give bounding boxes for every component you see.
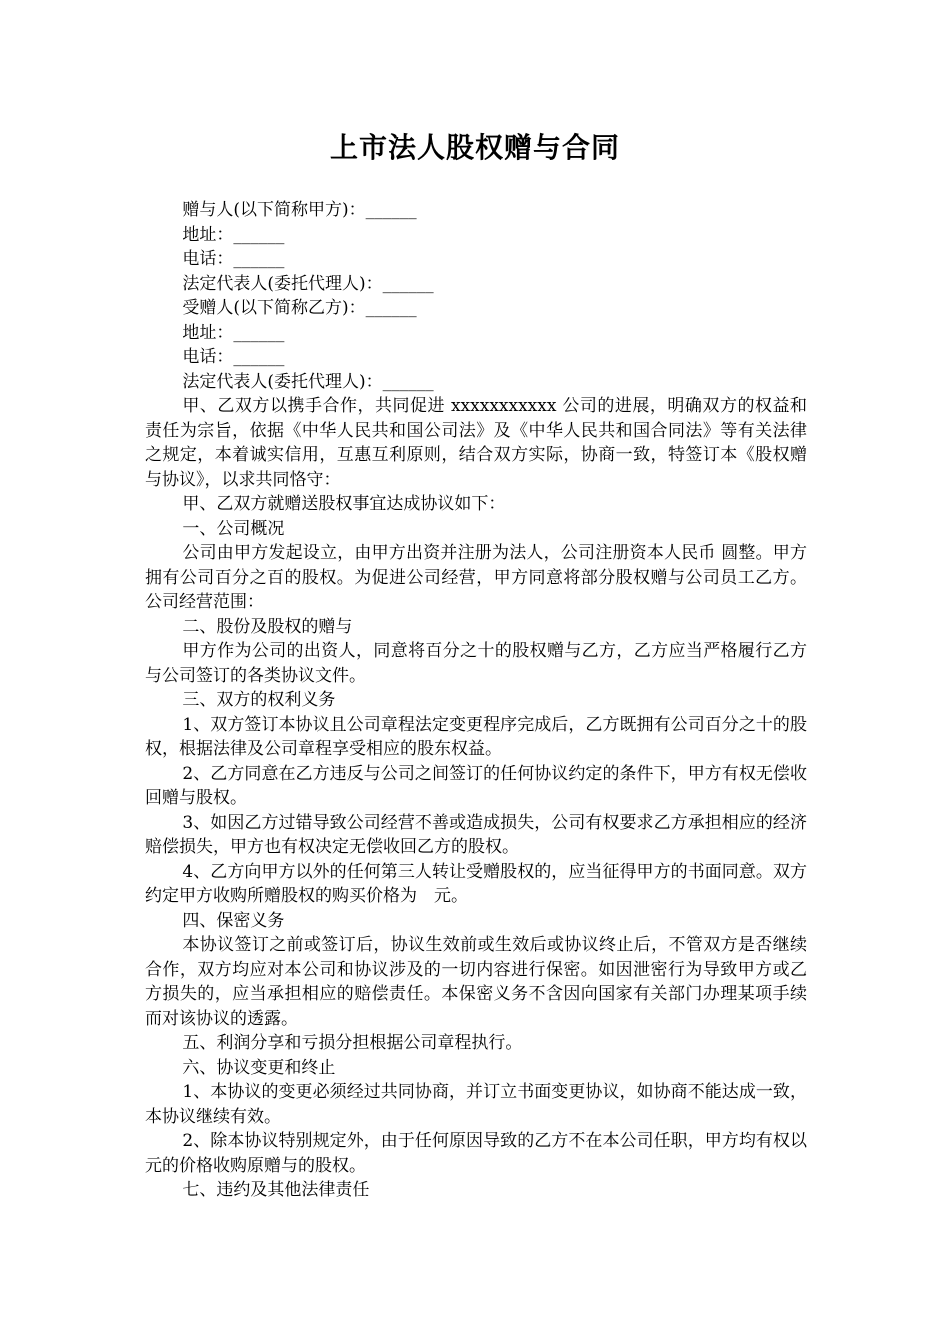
field-label: 法定代表人(委托代理人)： — [182, 371, 383, 392]
field-label: 赠与人(以下简称甲方)： — [182, 200, 366, 220]
field-blank: ______ — [382, 371, 434, 392]
donee-address-field — [145, 321, 807, 346]
section-heading-7: 七、违约及其他法律责任 — [182, 1180, 370, 1200]
donee-name-field — [145, 296, 807, 321]
field-label: 地址： — [182, 322, 234, 343]
company-overview-paragraph: 公司由甲方发起设立，由甲方出资并注册为法人，公司注册资本人民币 圆整。甲方拥有公司百分之百的股权。为促进公司经营，甲方同意将部分股权赠与公司员工乙方。公司经营范围： — [145, 543, 807, 612]
rights-clause-2: 2、乙方同意在乙方违反与公司之间签订的任何协议约定的条件下，甲方有权无偿收回赠与股权。 — [145, 763, 807, 808]
field-label: 地址： — [182, 224, 234, 245]
donor-phone-field — [145, 247, 807, 272]
change-clause-1: 1、本协议的变更必须经过共同协商，并订立书面变更协议，如协商不能达成一致，本协议继续有效。 — [145, 1082, 807, 1127]
section-heading-2: 二、股份及股权的赠与 — [182, 616, 353, 637]
field-blank: ______ — [382, 273, 434, 294]
field-label: 法定代表人(委托代理人)： — [182, 273, 383, 294]
field-blank: ______ — [233, 322, 285, 343]
section-heading-1: 一、公司概况 — [182, 518, 285, 539]
document-title: 上市法人股权赠与合同 — [329, 131, 620, 164]
field-label: 电话： — [182, 249, 234, 269]
field-blank: ______ — [233, 347, 285, 367]
rights-clause-3: 3、如因乙方过错导致公司经营不善或造成损失，公司有权要求乙方承担相应的经济赔偿损失，甲方也有权决定无偿收回乙方的股权。 — [145, 812, 807, 857]
field-blank: ______ — [233, 224, 285, 245]
field-blank: ______ — [365, 298, 417, 318]
section-heading-3: 三、双方的权利义务 — [182, 690, 336, 710]
donor-representative-field — [145, 272, 807, 297]
field-blank: ______ — [233, 249, 285, 269]
rights-clause-1: 1、双方签订本协议且公司章程法定变更程序完成后，乙方既拥有公司百分之十的股权，根据法律及公司章程享受相应的股东权益。 — [145, 714, 807, 759]
agreement-intro: 甲、乙双方就赠送股权事宜达成协议如下： — [182, 494, 506, 514]
section-heading-5: 五、利润分享和亏损分担根据公司章程执行。 — [182, 1033, 523, 1053]
preamble-paragraph: 甲、乙双方以携手合作，共同促进 xxxxxxxxxxx 公司的进展，明确双方的权益和责任为宗旨，依据《中华人民共和国公司法》及《中华人民共和国合同法》等有关法律之规定，本着诚实信用，互惠互利原则，结合双方实际，协商一致，特签订本《股权赠与协议》，以求共同恪守： — [145, 396, 807, 490]
document-body — [145, 198, 824, 1203]
change-clause-2: 2、除本协议特别规定外，由于任何原因导致的乙方不在本公司任职，甲方均有权以 元的价格收购原赠与的股权。 — [145, 1131, 824, 1176]
field-label: 电话： — [182, 347, 234, 367]
donor-name-field — [145, 198, 807, 223]
section-heading-4: 四、保密义务 — [182, 910, 285, 931]
section-heading-6: 六、协议变更和终止 — [182, 1057, 336, 1078]
rights-clause-4: 4、乙方向甲方以外的任何第三人转让受赠股权的，应当征得甲方的书面同意。双方约定甲方收购所赠股权的购买价格为 元。 — [145, 861, 807, 906]
confidentiality-paragraph: 本协议签订之前或签订后，协议生效前或生效后或协议终止后，不管双方是否继续合作，双方均应对本公司和协议涉及的一切内容进行保密。如因泄密行为导致甲方或乙方损失的，应当承担相应的赔偿责任。本保密义务不含因向国家有关部门办理某项手续而对该协议的透露。 — [145, 935, 807, 1029]
donee-phone-field — [145, 345, 807, 370]
donee-representative-field — [145, 370, 807, 395]
donor-address-field — [145, 223, 807, 248]
field-blank: ______ — [365, 200, 417, 220]
share-gift-paragraph: 甲方作为公司的出资人，同意将百分之十的股权赠与乙方，乙方应当严格履行乙方与公司签订的各类协议文件。 — [145, 641, 807, 686]
field-label: 受赠人(以下简称乙方)： — [182, 298, 366, 318]
